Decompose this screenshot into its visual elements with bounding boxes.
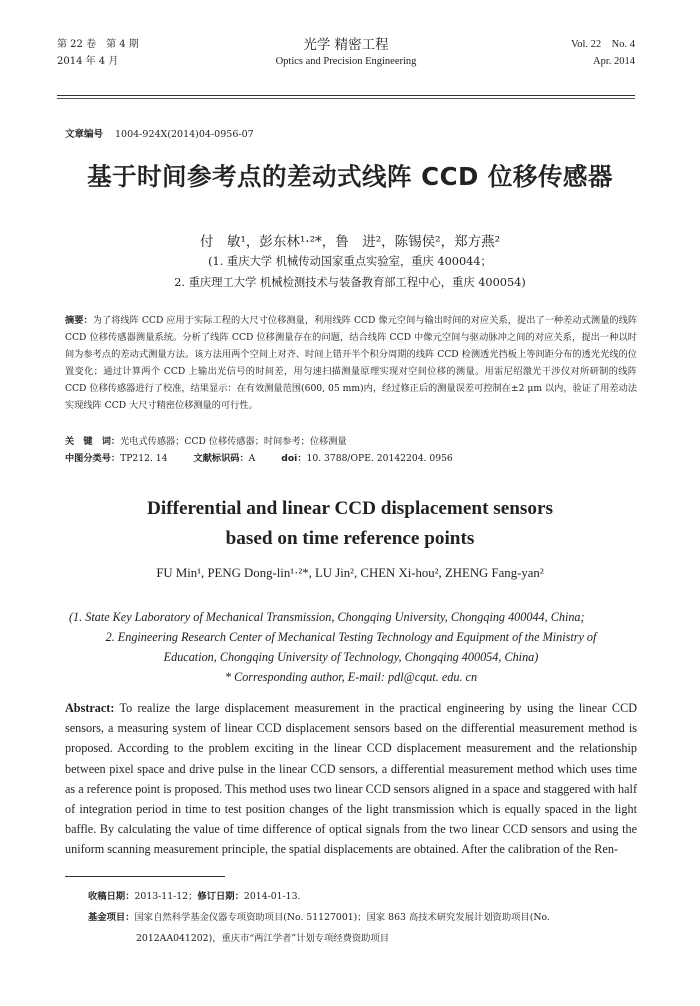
revised-date: 2014-01-13.	[243, 891, 301, 902]
funding-line	[88, 907, 638, 928]
keywords-text: 光电式传感器；CCD 位移传感器；时间参考；位移测量	[120, 436, 347, 447]
date-cn: 2014 年 4 月	[57, 56, 119, 67]
affiliation-en-2: 2. Engineering Research Center of Mechanical Testing Technology and Equipment of the Ministry of	[105, 630, 597, 644]
affiliation-cn-1: (1. 重庆大学 机械传动国家重点实验室，重庆 400044；	[208, 255, 492, 268]
abstract-en	[65, 698, 637, 860]
header-center	[57, 36, 635, 70]
journal-name-en: Optics and Precision Engineering	[275, 56, 417, 67]
affiliations-en	[65, 607, 637, 687]
affiliation-cn-2: 2. 重庆理工大学 机械检测技术与装备教育部工程中心，重庆 400054)	[174, 276, 526, 289]
journal-name-cn: 光学 精密工程	[303, 37, 389, 53]
received-line	[88, 886, 638, 907]
page-header	[57, 36, 635, 96]
keywords-label: 关 键 词：	[65, 436, 121, 447]
keywords-cn	[65, 433, 347, 447]
doc-code-value: A	[248, 453, 256, 464]
funding-label: 基金项目：	[88, 912, 135, 923]
footnote-block	[88, 886, 638, 949]
title-en-line-1: Differential and linear CCD displacement sensors	[147, 498, 553, 519]
article-number	[65, 126, 254, 140]
header-rule-thin	[57, 98, 635, 99]
volume-issue-en: Vol. 22 No. 4	[571, 39, 635, 50]
title-en-line-2: based on time reference points	[225, 528, 475, 549]
header-rule-thick	[57, 95, 635, 96]
abstract-cn	[65, 312, 637, 415]
header-right	[571, 36, 635, 70]
date-en: Apr. 2014	[593, 56, 635, 67]
received-label: 收稿日期：	[88, 891, 135, 902]
article-number-value: 1004-924X(2014)04-0956-07	[115, 129, 254, 140]
abstract-cn-text: 为了将线阵 CCD 应用于实际工程的大尺寸位移测量，利用线阵 CCD 像元空间与输出时间的对应关系，提出了一种差动式测量的线阵 CCD 位移传感器测量系统。分析了线阵 CCD 位移测量存在的问题，结合线阵 CCD 中像元空间与驱动脉冲之间的对应关系，提出一种以时间为参考点的差动式测量方法。该方法用两个空间上对齐、时间上错开半个积分周期的线阵 CCD 检测透光挡板上等间距分布的透光光线的位置变化；通过计算两个 CCD 上输出光信号的时间差，用匀速扫描测量原理实现对空间位移的测量。用雷尼绍激光干涉仪对所研制的线阵 CCD 位移传感器进行了校准，结果显示：在有效测量范围(600, 05 mm)内，经过修正后的测量误差可控制在±2 μm 以内，验证了用差动法实现线阵 CCD 大尺寸精密位移测量的可行性。	[65, 315, 638, 412]
corresponding-author: * Corresponding author, E-mail: pdl@cqut. edu. cn	[224, 670, 478, 684]
received-date: 2013-11-12；	[134, 891, 198, 902]
classification-value: TP212. 14	[120, 453, 168, 464]
abstract-cn-label: 摘要：	[65, 315, 93, 326]
revised-label: 修订日期：	[197, 891, 244, 902]
classification-label: 中图分类号：	[65, 453, 121, 464]
title-cn: 基于时间参考点的差动式线阵 CCD 位移传感器	[87, 162, 613, 191]
authors-cn: 付 敏¹，彭东林¹·²*，鲁 进²，陈锡侯²，郑方燕²	[199, 234, 500, 250]
affiliations-cn	[0, 251, 700, 293]
affiliation-en-3: Education, Chongqing University of Technology, Chongqing 400054, China)	[163, 650, 539, 664]
affiliation-en-1: (1. State Key Laboratory of Mechanical Transmission, Chongqing University, Chongqing 400044, China;	[69, 610, 585, 624]
footnote-rule	[65, 876, 225, 877]
volume-issue-cn: 第 22 卷 第 4 期	[57, 39, 139, 50]
abstract-en-text: To realize the large displacement measurement in the practical engineering by using the linear CCD sensors, a measuring system of linear CCD displacement sensors based on the differential measurement method is proposed. According to the problem exciting in the linear CCD displacement measurement and the relationship between pixel space and drive pulse in the linear CCD sensors, a differential measurement method which uses time as a reference point is proposed. This method uses two linear CCD sensors aligned in a space and staggered with half of integration period in time to test position changes of the light transmission which is equally spaced in the light baffle. By calculating the value of time difference of optical signals from the two linear CCD sensors and using the uniform scanning measurement principle, the spatial displacements are obtained. After the calibration of the Ren-	[65, 701, 637, 857]
doi-label: doi：	[281, 453, 307, 464]
classification-line	[65, 450, 453, 464]
article-number-label: 文章编号	[65, 129, 104, 140]
doc-code-label: 文献标识码：	[193, 453, 249, 464]
funding-text-1: 国家自然科学基金仪器专项资助项目(No. 51127001)；国家 863 高技术研究发展计划资助项目(No.	[134, 912, 550, 923]
abstract-en-label: Abstract:	[65, 701, 115, 715]
authors-en: FU Min¹, PENG Dong-lin¹·²*, LU Jin², CHEN Xi-hou², ZHENG Fang-yan²	[156, 566, 544, 580]
title-en	[0, 494, 700, 554]
funding-line-2: 2012AA041202)，重庆市“两江学者”计划专项经费资助项目	[136, 933, 390, 944]
doi-value: 10. 3788/OPE. 20142204. 0956	[306, 453, 453, 464]
